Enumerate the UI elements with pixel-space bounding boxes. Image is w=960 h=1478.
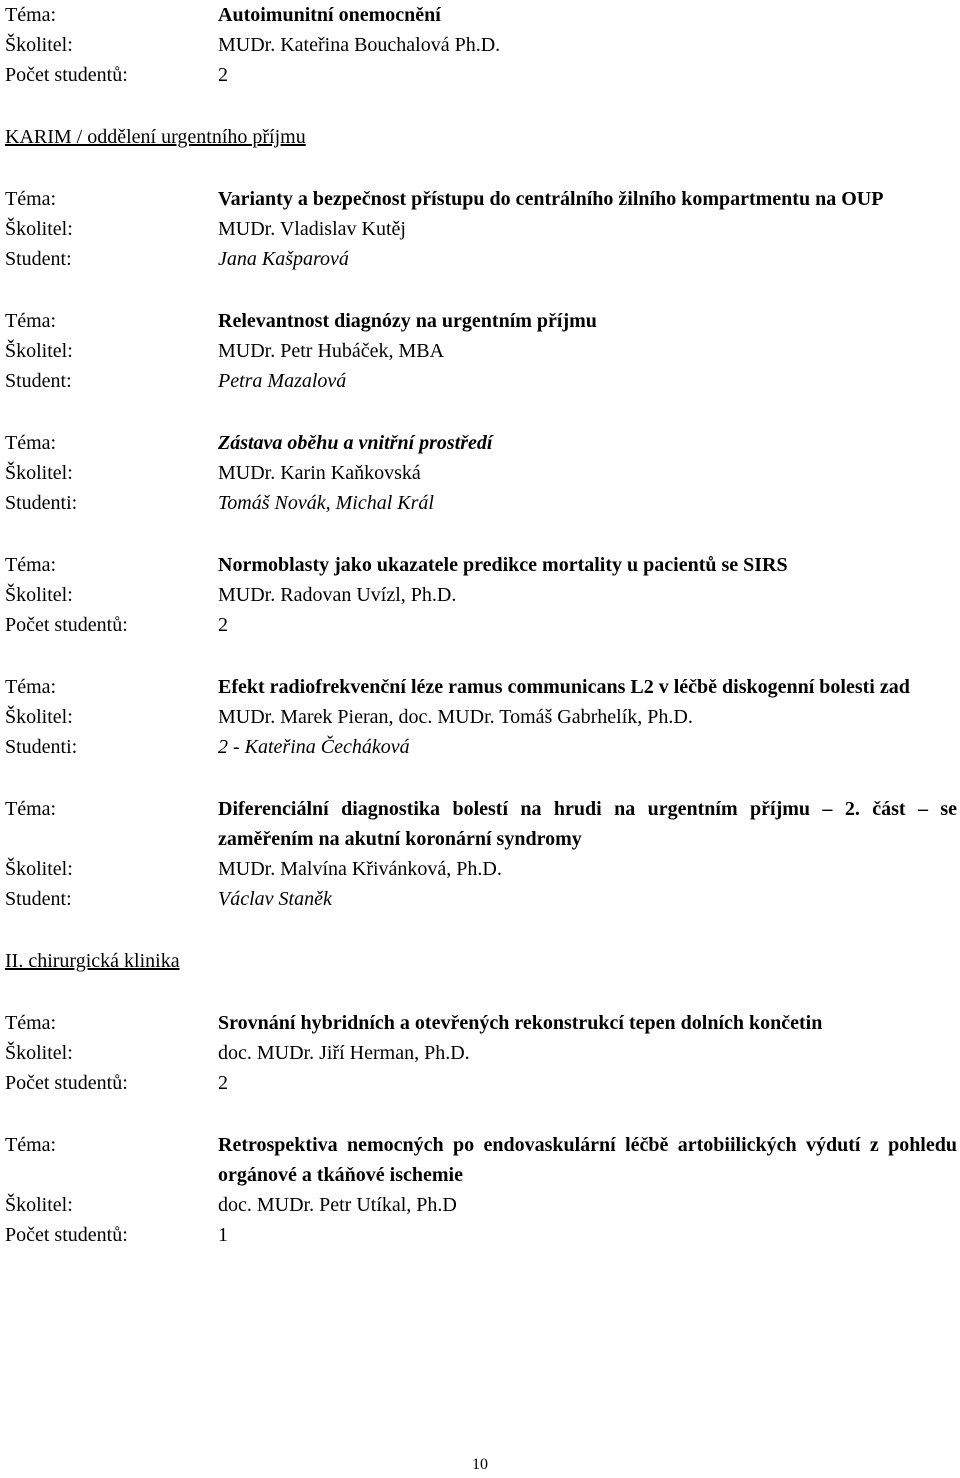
supervisor-row-label: Školitel: (5, 340, 73, 362)
department-section (5, 122, 957, 946)
supervisor-row (5, 214, 957, 244)
supervisor-row-value: doc. MUDr. Jiří Herman, Ph.D. (218, 1042, 470, 1064)
topic-row-value: Relevantnost diagnózy na urgentním příjmu (218, 310, 597, 332)
spacer (5, 1250, 957, 1282)
supervisor-row-value: MUDr. Karin Kaňkovská (218, 462, 421, 484)
topic-row (5, 1130, 957, 1190)
spacer (5, 640, 957, 672)
supervisor-row-label: Školitel: (5, 706, 73, 728)
supervisor-row (5, 702, 957, 732)
student-row-value: Václav Staněk (218, 888, 332, 910)
topic-row-label: Téma: (5, 4, 57, 26)
student-row-label: Student: (5, 888, 72, 910)
student-row-label: Studenti: (5, 736, 78, 758)
student-count-row (5, 1068, 957, 1098)
student-row-value: Petra Mazalová (218, 370, 347, 392)
supervisor-row-label: Školitel: (5, 1194, 73, 1216)
spacer (5, 396, 957, 428)
supervisor-row (5, 336, 957, 366)
topic-row (5, 306, 957, 336)
spacer (5, 274, 957, 306)
topic-row-label: Téma: (5, 1134, 57, 1156)
student-row-label: Studenti: (5, 492, 78, 514)
spacer (5, 518, 957, 550)
student-count-row-value: 2 (218, 614, 228, 636)
student-count-row-label: Počet studentů: (5, 614, 128, 636)
supervisor-row-label: Školitel: (5, 1042, 73, 1064)
supervisor-row-label: Školitel: (5, 34, 73, 56)
supervisor-row-label: Školitel: (5, 218, 73, 240)
thesis-entry (5, 672, 957, 762)
topic-row-label: Téma: (5, 1012, 57, 1034)
supervisor-row-label: Školitel: (5, 462, 73, 484)
student-count-row-label: Počet studentů: (5, 1072, 128, 1094)
topic-row-value: Diferenciální diagnostika bolestí na hrudi na urgentním příjmu – 2. část – se zaměřením na akutní koronární syndromy (218, 798, 957, 850)
student-row (5, 244, 957, 274)
supervisor-row (5, 854, 957, 884)
document-body (5, 0, 957, 1282)
student-row (5, 366, 957, 396)
topic-row (5, 1008, 957, 1038)
department-heading: KARIM / oddělení urgentního příjmu (5, 126, 306, 148)
student-row-value: Tomáš Novák, Michal Král (218, 492, 434, 514)
department-heading: II. chirurgická klinika (5, 950, 180, 972)
topic-row-label: Téma: (5, 432, 57, 454)
supervisor-row (5, 30, 957, 60)
supervisor-row-value: MUDr. Marek Pieran, doc. MUDr. Tomáš Gabrhelík, Ph.D. (218, 706, 693, 728)
department-section (5, 946, 957, 1282)
supervisor-row-label: Školitel: (5, 584, 73, 606)
thesis-entry (5, 428, 957, 518)
student-row-value: 2 - Kateřina Čecháková (218, 736, 410, 758)
student-row-value: Jana Kašparová (218, 248, 349, 270)
spacer (5, 976, 957, 1008)
supervisor-row-label: Školitel: (5, 858, 73, 880)
topic-row (5, 794, 957, 854)
thesis-entry (5, 0, 957, 90)
student-count-row (5, 610, 957, 640)
topic-row-value: Retrospektiva nemocných po endovaskulární léčbě artobiilických výdutí z pohledu orgánové a tkáňové ischemie (218, 1134, 957, 1186)
topic-row (5, 428, 957, 458)
supervisor-row (5, 458, 957, 488)
student-row (5, 488, 957, 518)
supervisor-row-value: MUDr. Petr Hubáček, MBA (218, 340, 445, 362)
spacer (5, 762, 957, 794)
thesis-entry (5, 550, 957, 640)
topic-row (5, 0, 957, 30)
topic-row-value: Srovnání hybridních a otevřených rekonstrukcí tepen dolních končetin (218, 1012, 823, 1034)
topic-row-label: Téma: (5, 310, 57, 332)
thesis-entry (5, 1008, 957, 1098)
supervisor-row-value: MUDr. Malvína Křivánková, Ph.D. (218, 858, 502, 880)
topic-row-label: Téma: (5, 188, 57, 210)
thesis-entry (5, 1130, 957, 1250)
thesis-entry (5, 794, 957, 914)
student-count-row-label: Počet studentů: (5, 1224, 128, 1246)
student-row-label: Student: (5, 370, 72, 392)
topic-row-value: Varianty a bezpečnost přístupu do centrálního žilního kompartmentu na OUP (218, 188, 884, 210)
spacer (5, 90, 957, 122)
student-count-row-label: Počet studentů: (5, 64, 128, 86)
topic-row-value: Autoimunitní onemocnění (218, 4, 441, 26)
topic-row-label: Téma: (5, 676, 57, 698)
student-count-row-value: 1 (218, 1224, 228, 1246)
department-section (5, 0, 957, 122)
student-count-row (5, 1220, 957, 1250)
page-number: 10 (472, 1456, 488, 1473)
student-count-row-value: 2 (218, 1072, 228, 1094)
topic-row (5, 550, 957, 580)
student-count-row-value: 2 (218, 64, 228, 86)
student-row (5, 884, 957, 914)
supervisor-row (5, 1190, 957, 1220)
topic-row (5, 184, 957, 214)
spacer (5, 1098, 957, 1130)
supervisor-row (5, 580, 957, 610)
supervisor-row-value: MUDr. Vladislav Kutěj (218, 218, 406, 240)
supervisor-row-value: MUDr. Radovan Uvízl, Ph.D. (218, 584, 457, 606)
topic-row-value: Normoblasty jako ukazatele predikce mortality u pacientů se SIRS (218, 554, 788, 576)
topic-row-value: Efekt radiofrekvenční léze ramus communicans L2 v léčbě diskogenní bolesti zad (218, 676, 910, 698)
topic-row-label: Téma: (5, 798, 57, 820)
spacer (5, 152, 957, 184)
supervisor-row (5, 1038, 957, 1068)
supervisor-row-value: MUDr. Kateřina Bouchalová Ph.D. (218, 34, 501, 56)
thesis-entry (5, 184, 957, 274)
topic-row-label: Téma: (5, 554, 57, 576)
student-row (5, 732, 957, 762)
topic-row-value: Zástava oběhu a vnitřní prostředí (218, 432, 493, 454)
supervisor-row-value: doc. MUDr. Petr Utíkal, Ph.D (218, 1194, 457, 1216)
topic-row (5, 672, 957, 702)
student-row-label: Student: (5, 248, 72, 270)
thesis-entry (5, 306, 957, 396)
student-count-row (5, 60, 957, 90)
spacer (5, 914, 957, 946)
